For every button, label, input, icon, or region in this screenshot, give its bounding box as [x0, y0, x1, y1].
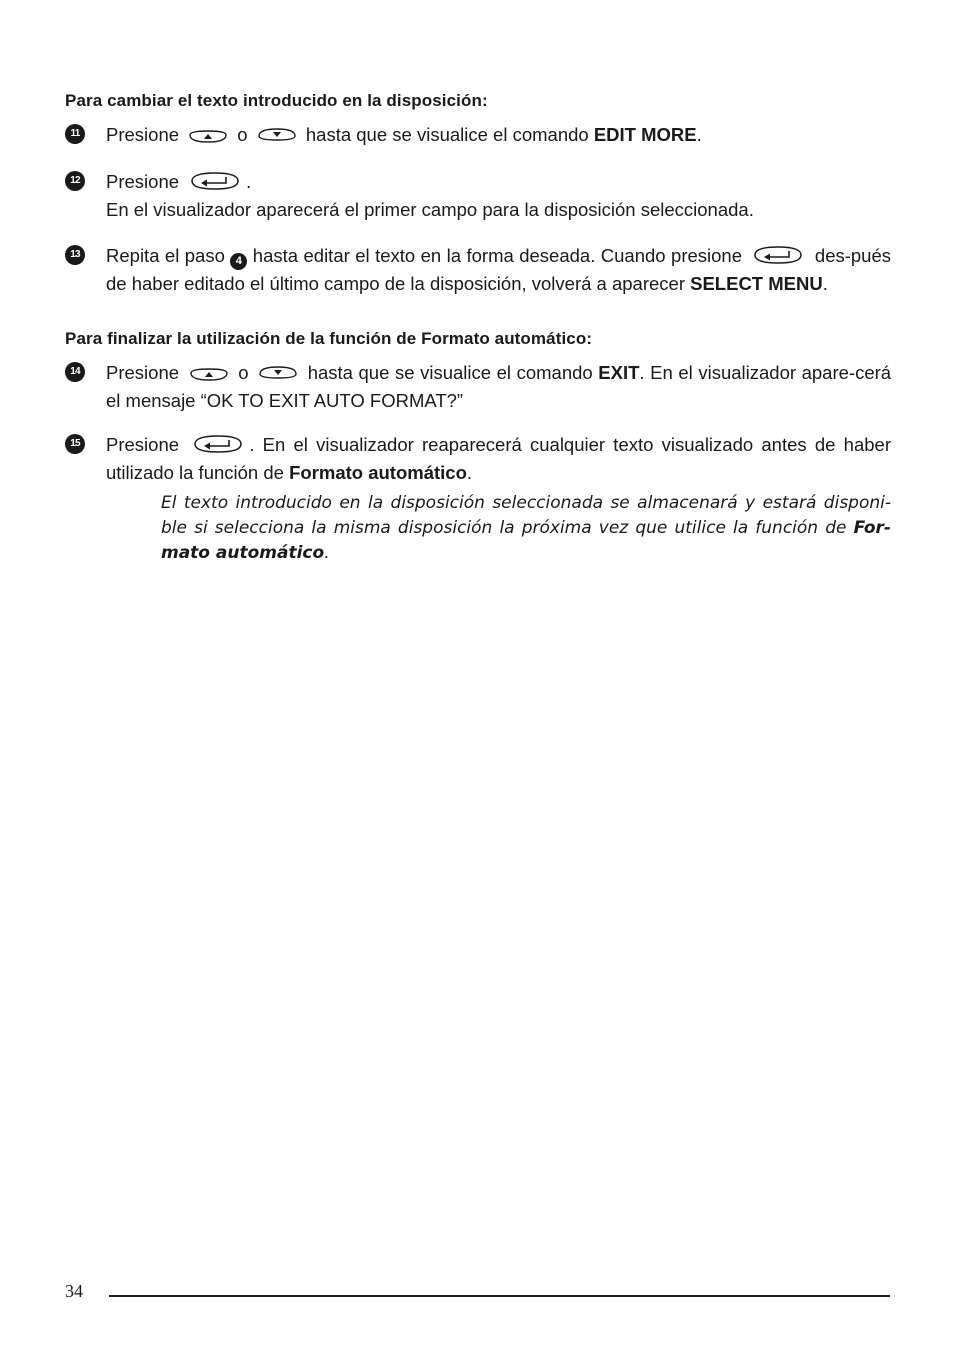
note-text-end: . [324, 543, 330, 563]
step-text-part: Presione [106, 434, 180, 455]
italic-note [161, 491, 891, 566]
step-number: 14 [65, 362, 85, 382]
step-text [106, 121, 891, 149]
section-heading-finish: Para finalizar la utilización de la función de Formato automático: [65, 329, 593, 348]
return-key-icon [191, 433, 245, 455]
return-key-icon [751, 244, 805, 266]
command-name: SELECT MENU [690, 273, 823, 294]
step-text-part: hasta editar el texto en la forma deseada. Cuando presione [252, 245, 742, 266]
step-11 [65, 121, 891, 149]
step-text-part: . En el visualizador reaparecerá cualquier texto visualizado antes de haber utilizado la función de [106, 434, 891, 483]
step-14 [65, 359, 891, 415]
step-15 [65, 431, 891, 487]
cursor-down-key-icon [257, 127, 297, 145]
step-text-part: hasta que se visualice el comando [307, 362, 593, 383]
step-text-part: o [237, 124, 248, 145]
footer-rule [109, 1295, 890, 1297]
note-bold-term: For-mato automático [161, 518, 891, 563]
cursor-up-key-icon [188, 127, 228, 145]
step-text [106, 242, 891, 298]
section-heading-change-text: Para cambiar el texto introducido en la disposición: [65, 91, 488, 110]
cursor-down-key-icon [258, 365, 298, 383]
step-text-part: o [238, 362, 249, 383]
step-text-part: Presione [106, 362, 180, 383]
page-number: 34 [65, 1281, 83, 1301]
step-text-part: des-pués de haber editado el último campo de la disposición, volverá a aparecer [106, 245, 892, 294]
step-text-part: Presione [106, 124, 180, 145]
step-text [106, 359, 891, 415]
step-text-part: Repita el paso [106, 245, 225, 266]
return-key-icon [188, 170, 242, 192]
step-text-part: . [466, 462, 473, 483]
step-text-part: En el visualizador aparecerá el primer campo para la disposición seleccionada. [106, 199, 754, 220]
step-text [106, 431, 891, 487]
step-text-part: . En el visualizador apare-cerá el mensaje “OK TO EXIT AUTO FORMAT?” [106, 362, 892, 411]
step-text-part: Presione [106, 171, 180, 192]
command-name: EXIT [598, 362, 640, 383]
command-name: Formato automático [289, 462, 467, 483]
step-number: 11 [65, 124, 85, 144]
step-text-part: . [246, 171, 252, 192]
step-13 [65, 242, 891, 298]
step-number: 15 [65, 434, 85, 454]
step-12 [65, 168, 891, 224]
step-number: 13 [65, 245, 85, 265]
note-text: El texto introducido en la disposición seleccionada se almacenará y estará disponi-ble si selecciona la misma disposición la próxima vez que utilice la función de [161, 493, 891, 538]
cursor-up-key-icon [189, 365, 229, 383]
step-reference-badge: 4 [230, 253, 247, 270]
step-text-part: hasta que se visualice el comando [305, 124, 589, 145]
step-text [106, 168, 891, 224]
step-text-part: . [696, 124, 702, 145]
step-text-part: . [822, 273, 828, 294]
step-number: 12 [65, 171, 85, 191]
command-name: EDIT MORE [593, 124, 697, 145]
